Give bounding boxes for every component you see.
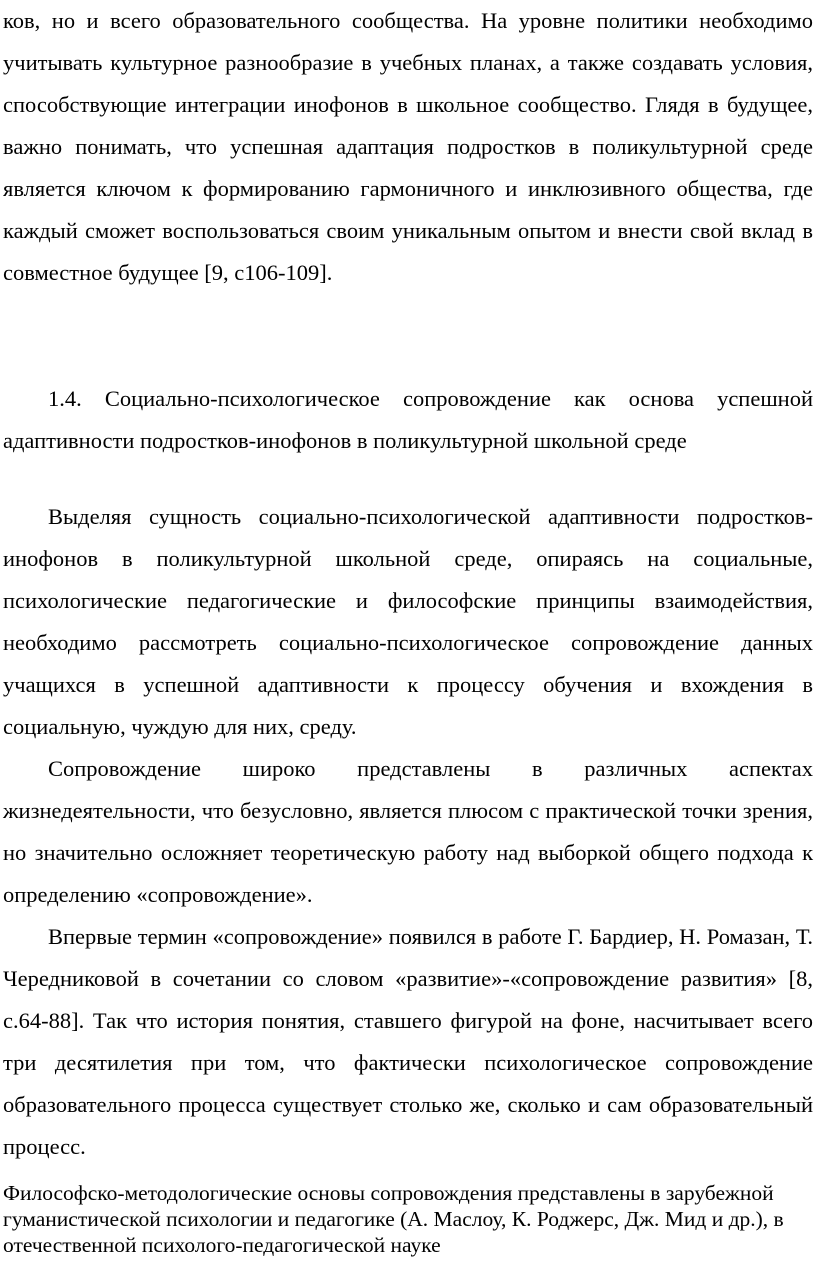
section-heading-1-4: 1.4. Социально-психологическое сопровождение как основа успешной адаптивности подростков-инофонов в поликультурной школьной среде — [3, 386, 813, 453]
paragraph-adaptation-conclusion: ков, но и всего образовательного сообщества. На уровне политики необходимо учитывать культурное разнообразие в учебных планах, а также создавать условия, способствующие интеграции инофонов в школьное сообщество. Глядя в будущее, важно понимать, что успешная адаптация подростков в поликультурной среде является ключом к формированию гармоничного и инклюзивного общества, где каждый сможет воспользоваться своим уникальным опытом и внести свой вклад в совместное будущее [9, с106-109]. — [3, 8, 813, 285]
paragraph-adaptivity-essence: Выделяя сущность социально-психологической адаптивности подростков- инофонов в поликультурной школьной среде, опираясь на социальные, психологические педагогические и философские принципы взаимодействия, необходимо рассмотреть социально-психологическое сопровождение данных учащихся в успешной адаптивности к процессу обучения и вхождения в социальную, чуждую для них, среду. — [3, 504, 813, 739]
paragraph-support-aspects: Сопровождение широко представлены в различных аспектах жизнедеятельности, что безусловно, является плюсом с практической точки зрения, но значительно осложняет теоретическую работу над выборкой общего подхода к определению «сопровождение». — [3, 756, 813, 907]
paragraph-philosophical-foundations: Философско-методологические основы сопровождения представлены в зарубежной гуманистической психологии и педагогике (А. Маслоу, К. Роджерс, Дж. Мид и др.), в отечественной психолого-педагогической науке — [3, 1181, 784, 1257]
paragraph-term-history: Впервые термин «сопровождение» появился в работе Г. Бардиер, Н. Ромазан, Т. Чередниковой в сочетании со словом «развитие»-«сопровождение развития» [8, с.64-88]. Так что история понятия, ставшего фигурой на фоне, насчитывает всего три десятилетия при том, что фактически психологическое сопровождение образовательного процесса существует столько же, сколько и сам образовательный процесс. — [3, 924, 813, 1159]
